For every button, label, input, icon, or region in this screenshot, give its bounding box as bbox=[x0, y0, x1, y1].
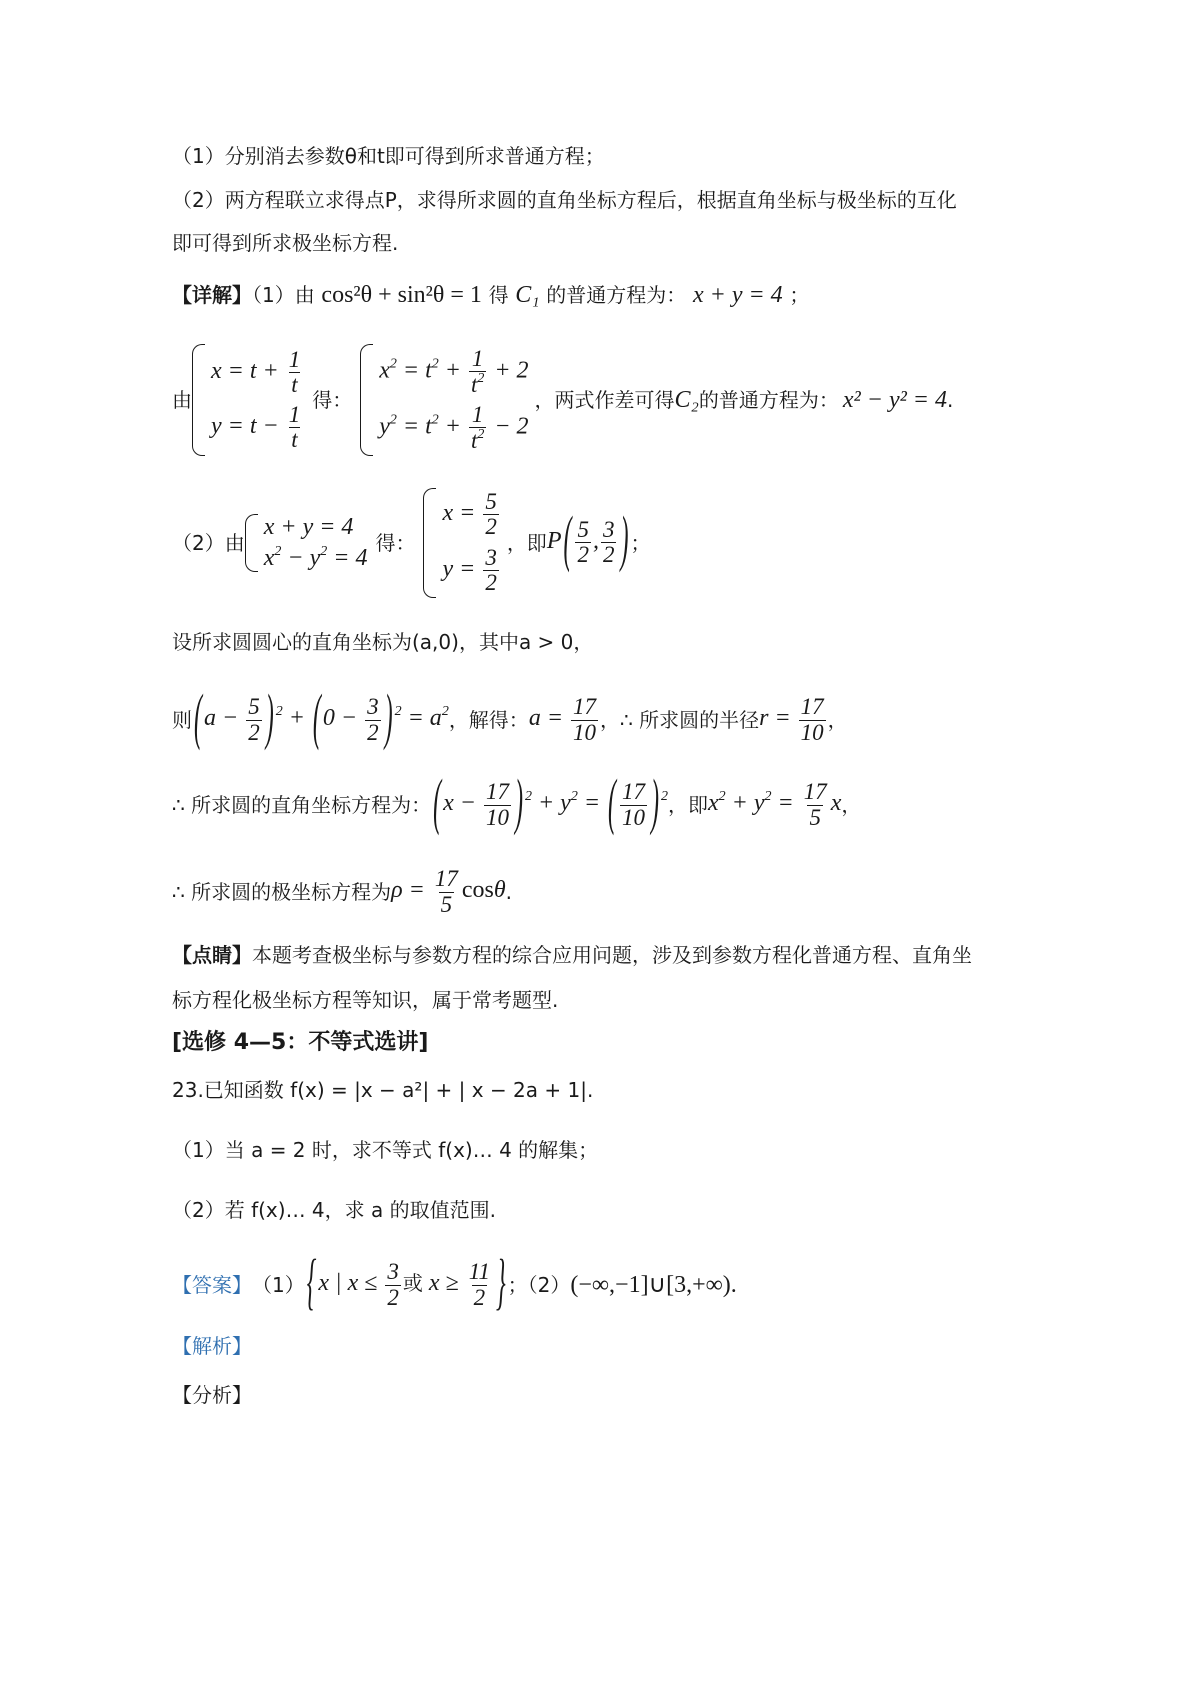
q23-2-text: （2）若 f(x)… 4，求 a 的取值范围. bbox=[172, 1198, 496, 1222]
row8-ji: ，即 bbox=[668, 793, 709, 817]
analysis-step-1: （1）分别消去参数θ和t即可得到所求普通方程； bbox=[172, 144, 605, 168]
row7-jiede: ，解得： bbox=[448, 708, 529, 732]
center-setup: 设所求圆圆心的直角坐标为(a,0)，其中a > 0， bbox=[172, 630, 594, 654]
row4-text: ，两式作差可得 bbox=[534, 388, 675, 412]
system-4 bbox=[423, 488, 500, 598]
brace bbox=[423, 488, 436, 598]
answer-tag: 【答案】 bbox=[172, 1273, 252, 1297]
sys2-row1: $x^2 = t^2$ + $\frac{1}{t^2}$ + 2 bbox=[379, 345, 529, 397]
eq7: (a − $\frac{5}{2}$ ) $^2$ + (0 − $\frac{3}{2}$ ) $^2 = a^2$ bbox=[194, 684, 449, 753]
sys3-row1: x + y = 4 bbox=[263, 514, 354, 540]
row4-text2: 的普通方程为： bbox=[698, 388, 839, 412]
question-23 bbox=[172, 1080, 593, 1101]
section-heading: [选修 4—5：不等式选讲] bbox=[172, 1030, 429, 1055]
eq8b: $x^2 + y^2$ = $\frac{17}{5}$ x bbox=[708, 779, 842, 830]
row4-you: 由 bbox=[172, 388, 192, 412]
answer-set: {x | x ≤ $\frac{3}{2}$ 或 x ≥ $\frac{11}{2}$ } bbox=[306, 1249, 506, 1318]
detail-tag: 【详解】 bbox=[172, 283, 252, 307]
detail-text-c: 的普通方程为： bbox=[546, 283, 687, 307]
detail-eq2: x + y = 4 bbox=[692, 282, 783, 308]
radius-row bbox=[172, 684, 848, 753]
row9-end: . bbox=[505, 880, 512, 904]
a-value: a = $\frac{17}{10}$ bbox=[528, 694, 597, 745]
system-3 bbox=[245, 514, 368, 572]
row8-pre: ∴ 所求圆的直角坐标方程为： bbox=[172, 793, 432, 817]
eq8: (x − $\frac{17}{10}$ ) $^2 + y^2$ = ( $\frac{17}{10}$ ) $^2$ bbox=[433, 769, 669, 838]
detail-line bbox=[172, 283, 809, 307]
solve-row bbox=[172, 485, 650, 600]
sys1-row1: x = t + $\frac{1}{t}$ bbox=[211, 346, 301, 397]
answer-row bbox=[172, 1249, 737, 1318]
row5-pre: （2）由 bbox=[172, 530, 245, 555]
sys1-row2: y = t − $\frac{1}{t}$ bbox=[211, 402, 301, 453]
question-23-part-2 bbox=[172, 1200, 496, 1221]
point-P: P( $\frac{5}{2}$ , $\frac{3}{2}$ ) bbox=[546, 507, 629, 575]
eq9: ρ = $\frac{17}{5}$ cosθ bbox=[391, 866, 506, 917]
question-23-part-1 bbox=[172, 1140, 598, 1161]
brace bbox=[360, 344, 373, 456]
row9-pre: ∴ 所求圆的极坐标方程为 bbox=[172, 880, 392, 904]
dianjing-line-2: 标方程化极坐标方程等知识，属于常考题型. bbox=[172, 988, 559, 1012]
brace bbox=[245, 514, 258, 572]
detail-eq1: cos²θ + sin²θ = 1 bbox=[321, 282, 482, 308]
r-value: r = $\frac{17}{10}$ bbox=[759, 694, 824, 745]
cartesian-eq-row bbox=[172, 769, 862, 838]
sys2-row2: $y^2 = t^2$ + $\frac{1}{t^2}$ − 2 bbox=[379, 402, 529, 454]
row8-end: ， bbox=[841, 793, 862, 817]
analysis-step-2: （2）两方程联立求得点P，求得所求圆的直角坐标方程后，根据直角坐标与极坐标的互化 bbox=[172, 188, 957, 212]
sys4-row2: y = $\frac{3}{2}$ bbox=[442, 544, 497, 595]
analysis-step-2-cont: 即可得到所求极坐标方程. bbox=[172, 231, 399, 255]
polar-eq-row bbox=[172, 862, 512, 922]
row5-end: ； bbox=[630, 530, 651, 555]
dianjing-text-1: 本题考查极坐标与参数方程的综合应用问题，涉及到参数方程化普通方程、直角坐 bbox=[252, 943, 972, 967]
system-1 bbox=[192, 344, 304, 456]
detail-c1: C₁ bbox=[515, 282, 540, 308]
sys3-row2: $x^2 - y^2 = 4$ bbox=[263, 544, 368, 571]
dianjing-tag: 【点睛】 bbox=[172, 943, 252, 967]
answer-part-2-label: ；（2） bbox=[507, 1273, 571, 1297]
answer-part-1-label: （1） bbox=[252, 1273, 305, 1297]
jiexi-tag: 【解析】 bbox=[172, 1334, 252, 1358]
detail-end: ； bbox=[789, 283, 810, 307]
row4-eq: x² − y² = 4 bbox=[842, 387, 947, 413]
q23-text: 23.已知函数 f(x) = |x − a²| + | x − 2a + 1|. bbox=[172, 1078, 594, 1102]
row5-ji: ，即 bbox=[506, 530, 547, 555]
answer-or: 或 bbox=[402, 1271, 423, 1296]
brace bbox=[192, 344, 205, 456]
row4-c2: C₂ bbox=[674, 387, 699, 413]
row7-end: ， bbox=[827, 708, 848, 732]
sys4-row1: x = $\frac{5}{2}$ bbox=[442, 489, 497, 540]
row4-de: 得： bbox=[312, 388, 353, 412]
row7-text: ，∴ 所求圆的半径 bbox=[600, 708, 760, 732]
dianjing-line-1 bbox=[172, 945, 972, 966]
detail-text-a: （1）由 bbox=[252, 283, 315, 307]
answer-interval: (−∞,−1]∪[3,+∞). bbox=[570, 1272, 737, 1298]
detail-text-b: 得 bbox=[488, 283, 509, 307]
system-2 bbox=[360, 344, 528, 456]
q23-1-text: （1）当 a = 2 时，求不等式 f(x)… 4 的解集； bbox=[172, 1138, 599, 1162]
row5-de: 得： bbox=[375, 530, 416, 555]
row7-ze: 则 bbox=[172, 708, 192, 732]
fenxi-tag: 【分析】 bbox=[172, 1383, 252, 1407]
row4-end: . bbox=[947, 388, 954, 412]
parametric-row bbox=[172, 340, 953, 460]
